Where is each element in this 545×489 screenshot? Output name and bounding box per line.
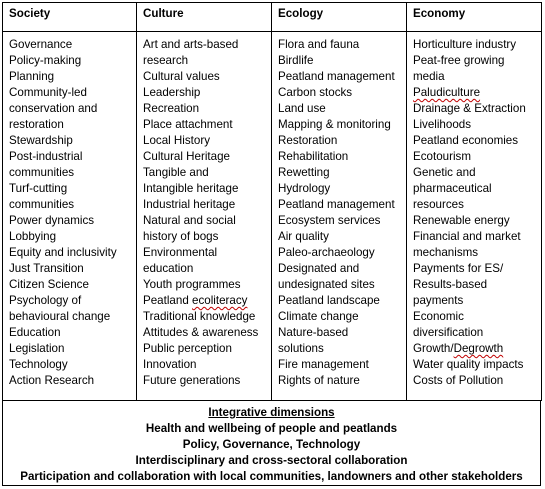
list-item: Peat-free growing — [413, 54, 505, 67]
list-item: Cultural values — [143, 70, 220, 83]
list-item: Lobbying — [9, 230, 57, 243]
header-row — [3, 3, 542, 32]
list-item: Recreation — [143, 102, 200, 115]
list-item: Cultural Heritage — [143, 150, 230, 163]
society-cell — [3, 32, 137, 401]
header-culture: Culture — [137, 3, 272, 32]
list-item: Designated and — [278, 262, 360, 275]
list-item: Flora and fauna — [278, 38, 360, 51]
list-item: Renewable energy — [413, 214, 510, 227]
list-item: Education — [9, 326, 61, 339]
list-item: Industrial heritage — [143, 198, 236, 211]
list-item: Legislation — [9, 342, 65, 355]
list-item: research — [143, 54, 189, 67]
integrative-item-policy: Policy, Governance, Technology — [182, 438, 361, 451]
list-item: Attitudes & awareness — [143, 326, 259, 339]
list-item: Fire management — [278, 358, 369, 371]
list-item: Hydrology — [278, 182, 331, 195]
list-item: Power dynamics — [9, 214, 95, 227]
content-row — [3, 32, 542, 401]
list-item: communities — [9, 198, 75, 211]
list-item: Water quality impacts — [413, 358, 524, 371]
list-item: Financial and market — [413, 230, 521, 243]
list-item: Ecosystem services — [278, 214, 381, 227]
list-item: Planning — [9, 70, 55, 83]
list-item: Action Research — [9, 374, 95, 387]
integrative-item-participation: Participation and collaboration with local communities, landowners and other stakeholders — [20, 470, 523, 483]
list-item: Leadership — [143, 86, 201, 99]
list-item: Future generations — [143, 374, 241, 387]
spellcheck-word: Degrowth — [453, 342, 504, 355]
list-item: Innovation — [143, 358, 197, 371]
list-item: Peatland landscape — [278, 294, 380, 307]
list-item: Tangible and — [143, 166, 209, 179]
economy-cell — [407, 32, 542, 401]
spellcheck-word: Paludiculture — [413, 86, 481, 99]
list-item: Public perception — [143, 342, 232, 355]
list-item: Community-led — [9, 86, 87, 99]
list-item: Air quality — [278, 230, 329, 243]
list-item: payments — [413, 294, 464, 307]
list-item: Rehabilitation — [278, 150, 349, 163]
list-item: Growth/Degrowth — [413, 342, 504, 355]
list-item: mechanisms — [413, 246, 479, 259]
list-item: Paleo-archaeology — [278, 246, 375, 259]
list-item: Youth programmes — [143, 278, 241, 291]
list-item: Peatland economies — [413, 134, 519, 147]
list-item: education — [143, 262, 194, 275]
list-item: Land use — [278, 102, 326, 115]
list-item: communities — [9, 166, 75, 179]
list-item: restoration — [9, 118, 64, 131]
list-item — [413, 85, 541, 101]
list-item: Policy-making — [9, 54, 82, 67]
list-item: undesignated sites — [278, 278, 375, 291]
list-item: Horticulture industry — [413, 38, 517, 51]
list-item: Economic — [413, 310, 464, 323]
spellcheck-word: ecoliteracy — [192, 294, 248, 307]
list-item: Natural and social — [143, 214, 236, 227]
list-item: Restoration — [278, 134, 338, 147]
list-item: Rights of nature — [278, 374, 360, 387]
header-ecology: Ecology — [272, 3, 407, 32]
list-item: Traditional knowledge — [143, 310, 256, 323]
list-item: Turf-cutting — [9, 182, 68, 195]
list-item: history of bogs — [143, 230, 219, 243]
list-item: Citizen Science — [9, 278, 89, 291]
list-item: Peatland management — [278, 198, 395, 211]
list-item: Just Transition — [9, 262, 84, 275]
list-item: behavioural change — [9, 310, 111, 323]
list-item: Governance — [9, 38, 73, 51]
list-item: Environmental — [143, 246, 218, 259]
integrative-title: Integrative dimensions — [208, 406, 335, 419]
header-economy: Economy — [407, 3, 542, 32]
list-item: resources — [413, 198, 464, 211]
list-item: Results-based — [413, 278, 488, 291]
list-item: Ecotourism — [413, 150, 471, 163]
list-item: Peatland ecoliteracy — [143, 294, 248, 307]
list-item: media — [413, 70, 445, 83]
integrative-dimensions-box — [2, 400, 541, 486]
list-item: Art and arts-based — [143, 38, 239, 51]
header-society: Society — [3, 3, 137, 32]
list-item: Rewetting — [278, 166, 330, 179]
list-item: Post-industrial — [9, 150, 83, 163]
list-item: Climate change — [278, 310, 359, 323]
list-item: Intangible heritage — [143, 182, 239, 195]
list-item: Costs of Pollution — [413, 374, 504, 387]
list-item: Psychology of — [9, 294, 82, 307]
integrative-item-health: Health and wellbeing of people and peatlands — [145, 422, 398, 435]
list-item: Birdlife — [278, 54, 314, 67]
list-item: Peatland management — [278, 70, 395, 83]
ecology-cell — [272, 32, 407, 401]
list-item: Drainage & Extraction — [413, 102, 526, 115]
list-item: pharmaceutical — [413, 182, 492, 195]
list-item: Technology — [9, 358, 68, 371]
list-item: Nature-based — [278, 326, 349, 339]
list-item: solutions — [278, 342, 324, 355]
list-item: Payments for ES/ — [413, 262, 504, 275]
themes-table — [2, 2, 542, 401]
list-item: Livelihoods — [413, 118, 472, 131]
list-item: Mapping & monitoring — [278, 118, 391, 131]
list-item: Carbon stocks — [278, 86, 353, 99]
list-item: Genetic and — [413, 166, 476, 179]
list-item: Equity and inclusivity — [9, 246, 117, 259]
integrative-item-collaboration: Interdisciplinary and cross-sectoral collaboration — [135, 454, 408, 467]
culture-cell — [137, 32, 272, 401]
list-item: Stewardship — [9, 134, 73, 147]
list-item: diversification — [413, 326, 484, 339]
list-item: Place attachment — [143, 118, 233, 131]
list-item: conservation and — [9, 102, 98, 115]
list-item: Local History — [143, 134, 211, 147]
